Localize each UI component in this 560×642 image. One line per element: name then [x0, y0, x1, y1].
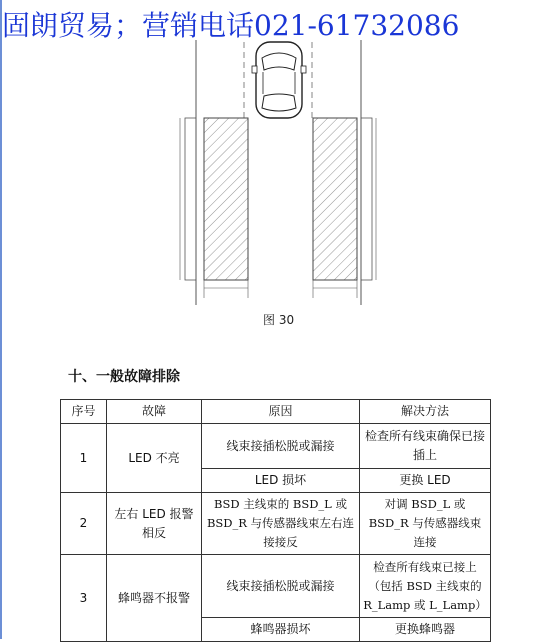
- row-solution: 对调 BSD_L 或 BSD_R 与传感器线束连接: [360, 493, 491, 555]
- row-solution: 检查所有线束确保已接插上: [360, 424, 491, 469]
- figure-caption: 图 30: [263, 313, 295, 327]
- row-no: 2: [61, 493, 107, 555]
- row-no: 1: [61, 424, 107, 493]
- section-title: 十、一般故障排除: [68, 369, 180, 385]
- row-fault: 蜂鸣器不报警: [107, 555, 202, 642]
- row-cause: 蜂鸣器损坏: [202, 618, 360, 642]
- watermark-text: 固朗贸易；营销电话021-61732086: [2, 9, 460, 42]
- table-row: [61, 424, 491, 469]
- troubleshooting-table: [60, 399, 491, 642]
- table-row: [61, 555, 491, 618]
- header-solution: 解决方法: [360, 400, 491, 424]
- car-top-view-icon: [252, 42, 306, 118]
- row-solution: 检查所有线束已接上（包括 BSD 主线束的 R_Lamp 或 L_Lamp）: [360, 555, 491, 618]
- table-header-row: [61, 400, 491, 424]
- row-no: 3: [61, 555, 107, 642]
- row-cause: 线束接插松脱或漏接: [202, 555, 360, 618]
- row-cause: LED 损坏: [202, 469, 360, 493]
- row-cause: BSD 主线束的 BSD_L 或 BSD_R 与传感器线束左右连接接反: [202, 493, 360, 555]
- header-cause: 原因: [202, 400, 360, 424]
- row-solution: 更换 LED: [360, 469, 491, 493]
- left-detection-zone: [180, 118, 248, 298]
- row-cause: 线束接插松脱或漏接: [202, 424, 360, 469]
- table-row: [61, 493, 491, 555]
- header-fault: 故障: [107, 400, 202, 424]
- row-fault: 左右 LED 报警相反: [107, 493, 202, 555]
- right-detection-zone: [313, 118, 376, 298]
- row-solution: 更换蜂鸣器: [360, 618, 491, 642]
- header-no: 序号: [61, 400, 107, 424]
- row-fault: LED 不亮: [107, 424, 202, 493]
